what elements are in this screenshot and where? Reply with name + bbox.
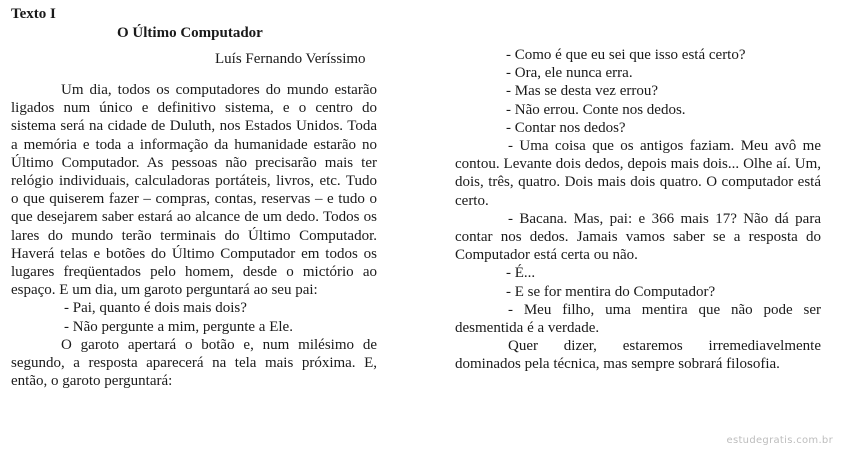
left-dialogue-1: - Pai, quanto é dois mais dois? xyxy=(64,300,247,317)
right-line-7: - E se for mentira do Computador? xyxy=(506,283,716,300)
author-name: Luís Fernando Veríssimo xyxy=(215,51,366,67)
right-column xyxy=(455,46,821,374)
left-column xyxy=(11,81,377,390)
right-line-3: - Mas se desta vez errou? xyxy=(506,83,659,100)
text-label: Texto I xyxy=(11,6,56,22)
right-line-6: - É... xyxy=(506,265,536,282)
story-title: O Último Computador xyxy=(117,25,263,41)
site-watermark: estudegratis.com.br xyxy=(726,435,833,446)
right-paragraph-2: - Bacana. Mas, pai: e 366 mais 17? Não dá para contar nos dedos. Jamais vamos saber se a resposta do Computador está certa ou não. xyxy=(455,210,821,264)
right-line-1: - Como é que eu sei que isso está certo? xyxy=(506,47,746,63)
right-paragraph-1: - Uma coisa que os antigos faziam. Meu avô me contou. Levante dois dedos, depois mais dois... Olhe aí. Um, dois, três, quatro. Dois mais dois quatro. O computador está certo. xyxy=(455,138,821,209)
left-paragraph-2: O garoto apertará o botão e, num milésimo de segundo, a resposta aparecerá na tela mais próxima. E, então, o garoto perguntará: xyxy=(11,336,377,390)
right-line-5: - Contar nos dedos? xyxy=(506,119,626,136)
right-paragraph-3: - Meu filho, uma mentira que não pode ser desmentida é a verdade. xyxy=(455,301,821,337)
right-line-4: - Não errou. Conte nos dedos. xyxy=(506,101,686,118)
right-line-2: - Ora, ele nunca erra. xyxy=(506,65,633,82)
right-paragraph-4: Quer dizer, estaremos irremediavelmente dominados pela técnica, mas sempre sobrará filosofia. xyxy=(455,338,821,373)
left-dialogue-2: - Não pergunte a mim, pergunte a Ele. xyxy=(64,318,293,335)
left-paragraph-1: Um dia, todos os computadores do mundo estarão ligados num único e definitivo sistema, e o centro do sistema será na cidade de Duluth, nos Estados Unidos. Toda a memória e toda a informação da humanidade estarão no Último Computador. As pessoas não precisarão mais ter relógio individuais, calculadoras portáteis, livros, etc. Tudo o que quiserem fazer – compras, contas, reservas – e tudo o que desejarem saber estará ao alcance de um dedo. Todos os lares do mundo terão terminais do Último Computador. Haverá telas e botões do Último Computador em todos os lugares freqüentados pelo homem, desde o mictório ao espaço. E um dia, um garoto perguntará ao seu pai: xyxy=(11,82,377,299)
